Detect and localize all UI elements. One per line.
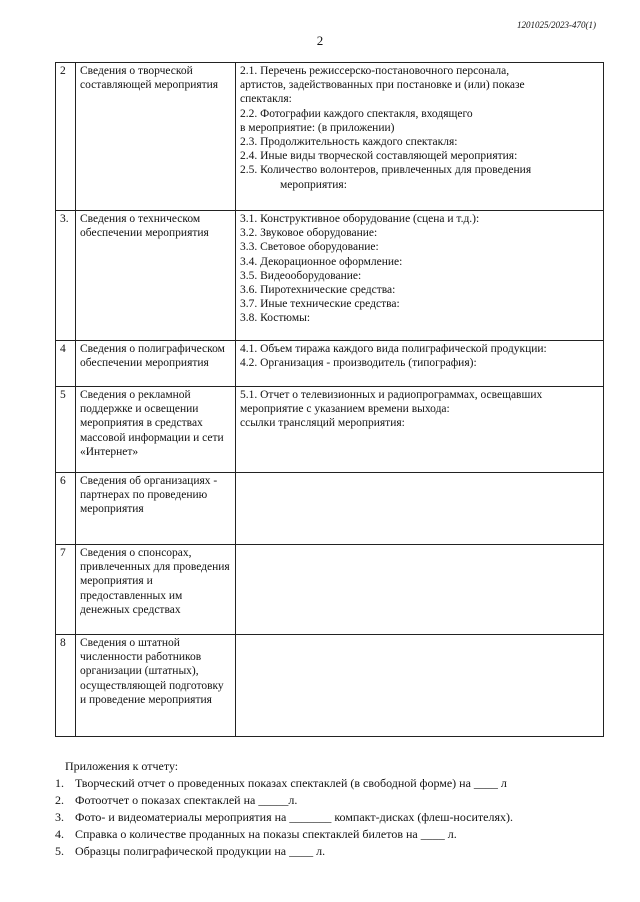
content-line: 4.2. Организация - производитель (типография): [240, 357, 477, 370]
table-row [56, 635, 604, 737]
row-number: 5 [56, 387, 76, 473]
content-line: спектакля: [240, 93, 292, 106]
row-number: 6 [56, 473, 76, 545]
list-item-number: 3. [55, 810, 64, 824]
document-number: 1201025/2023-470(1) [517, 20, 596, 30]
content-line: 3.6. Пиротехнические средства: [240, 284, 396, 297]
list-item [55, 809, 615, 826]
content-line: мероприятия: [280, 178, 347, 191]
table-row [56, 211, 604, 341]
row-number: 8 [56, 635, 76, 737]
content-line: 2.5. Количество волонтеров, привлеченных для проведения [240, 164, 532, 177]
content-line: 3.1. Конструктивное оборудование (сцена и т.д.): [240, 213, 480, 225]
table-row [56, 341, 604, 387]
row-title: Сведения о штатной численности работников организации (штатных), осуществляющей подготовку и проведение мероприятия [76, 635, 236, 737]
row-content [236, 473, 604, 545]
list-item [55, 843, 615, 860]
list-item-text: Фото- и видеоматериалы мероприятия на _______ компакт-дисках (флеш-носителях). [75, 810, 513, 824]
table-row [56, 545, 604, 635]
row-title: Сведения о техническом обеспечении мероприятия [76, 211, 236, 341]
row-content [236, 211, 604, 341]
row-content [236, 387, 604, 473]
report-table [55, 62, 604, 737]
list-item-text: Фотоотчет о показах спектаклей на _____л. [75, 793, 298, 807]
content-line: 4.1. Объем тиража каждого вида полиграфической продукции: [240, 343, 547, 355]
content-line: ссылки трансляций мероприятия: [240, 417, 405, 430]
row-content [236, 545, 604, 635]
list-item-text: Справка о количестве проданных на показы спектаклей билетов на ____ л. [75, 827, 457, 841]
content-line: артистов, задействованных при постановке и (или) показе [240, 79, 525, 92]
row-title: Сведения о творческой составляющей мероприятия [76, 63, 236, 211]
table-row [56, 387, 604, 473]
content-line: 2.1. Перечень режиссерско-постановочного персонала, [240, 65, 510, 77]
row-number: 2 [56, 63, 76, 211]
content-line: 3.4. Декорационное оформление: [240, 255, 403, 268]
row-title: Сведения о рекламной поддержке и освещении мероприятия в средствах массовой информации и сети «Интернет» [76, 387, 236, 473]
list-item-number: 5. [55, 844, 64, 858]
row-content [236, 63, 604, 211]
content-line: 2.2. Фотографии каждого спектакля, входящего [240, 107, 473, 120]
row-number: 7 [56, 545, 76, 635]
row-title: Сведения о спонсорах, привлеченных для проведения мероприятия и предоставленных им денежных средствах [76, 545, 236, 635]
appendix-list [55, 758, 615, 860]
content-line: 2.4. Иные виды творческой составляющей мероприятия: [240, 150, 518, 163]
row-number: 3. [56, 211, 76, 341]
content-line: 3.2. Звуковое оборудование: [240, 227, 378, 240]
appendix-heading: Приложения к отчету: [65, 759, 179, 773]
row-content [236, 341, 604, 387]
row-title: Сведения о полиграфическом обеспечении мероприятия [76, 341, 236, 387]
list-item-number: 4. [55, 827, 64, 841]
content-line: 3.5. Видеооборудование: [240, 269, 362, 282]
list-item-number: 2. [55, 793, 64, 807]
content-line: 3.3. Световое оборудование: [240, 241, 379, 254]
list-item-text: Образцы полиграфической продукции на ____ л. [75, 844, 326, 858]
page-number: 2 [316, 33, 324, 48]
list-item [55, 792, 615, 809]
content-line: в мероприятие: (в приложении) [240, 121, 395, 134]
table-row [56, 63, 604, 211]
content-line: 3.7. Иные технические средства: [240, 298, 400, 311]
table-row [56, 473, 604, 545]
row-number: 4 [56, 341, 76, 387]
row-title: Сведения об организациях - партнерах по проведению мероприятия [76, 473, 236, 545]
list-item-number: 1. [55, 776, 64, 790]
content-line: мероприятие с указанием времени выхода: [240, 403, 450, 416]
list-item [55, 826, 615, 843]
row-content [236, 635, 604, 737]
list-item-text: Творческий отчет о проведенных показах спектаклей (в свободной форме) на ____ л [75, 776, 507, 790]
content-line: 2.3. Продолжительность каждого спектакля: [240, 136, 458, 149]
content-line: 5.1. Отчет о телевизионных и радиопрограммах, освещавших [240, 389, 543, 401]
list-item [55, 775, 615, 792]
content-line: 3.8. Костюмы: [240, 312, 311, 325]
